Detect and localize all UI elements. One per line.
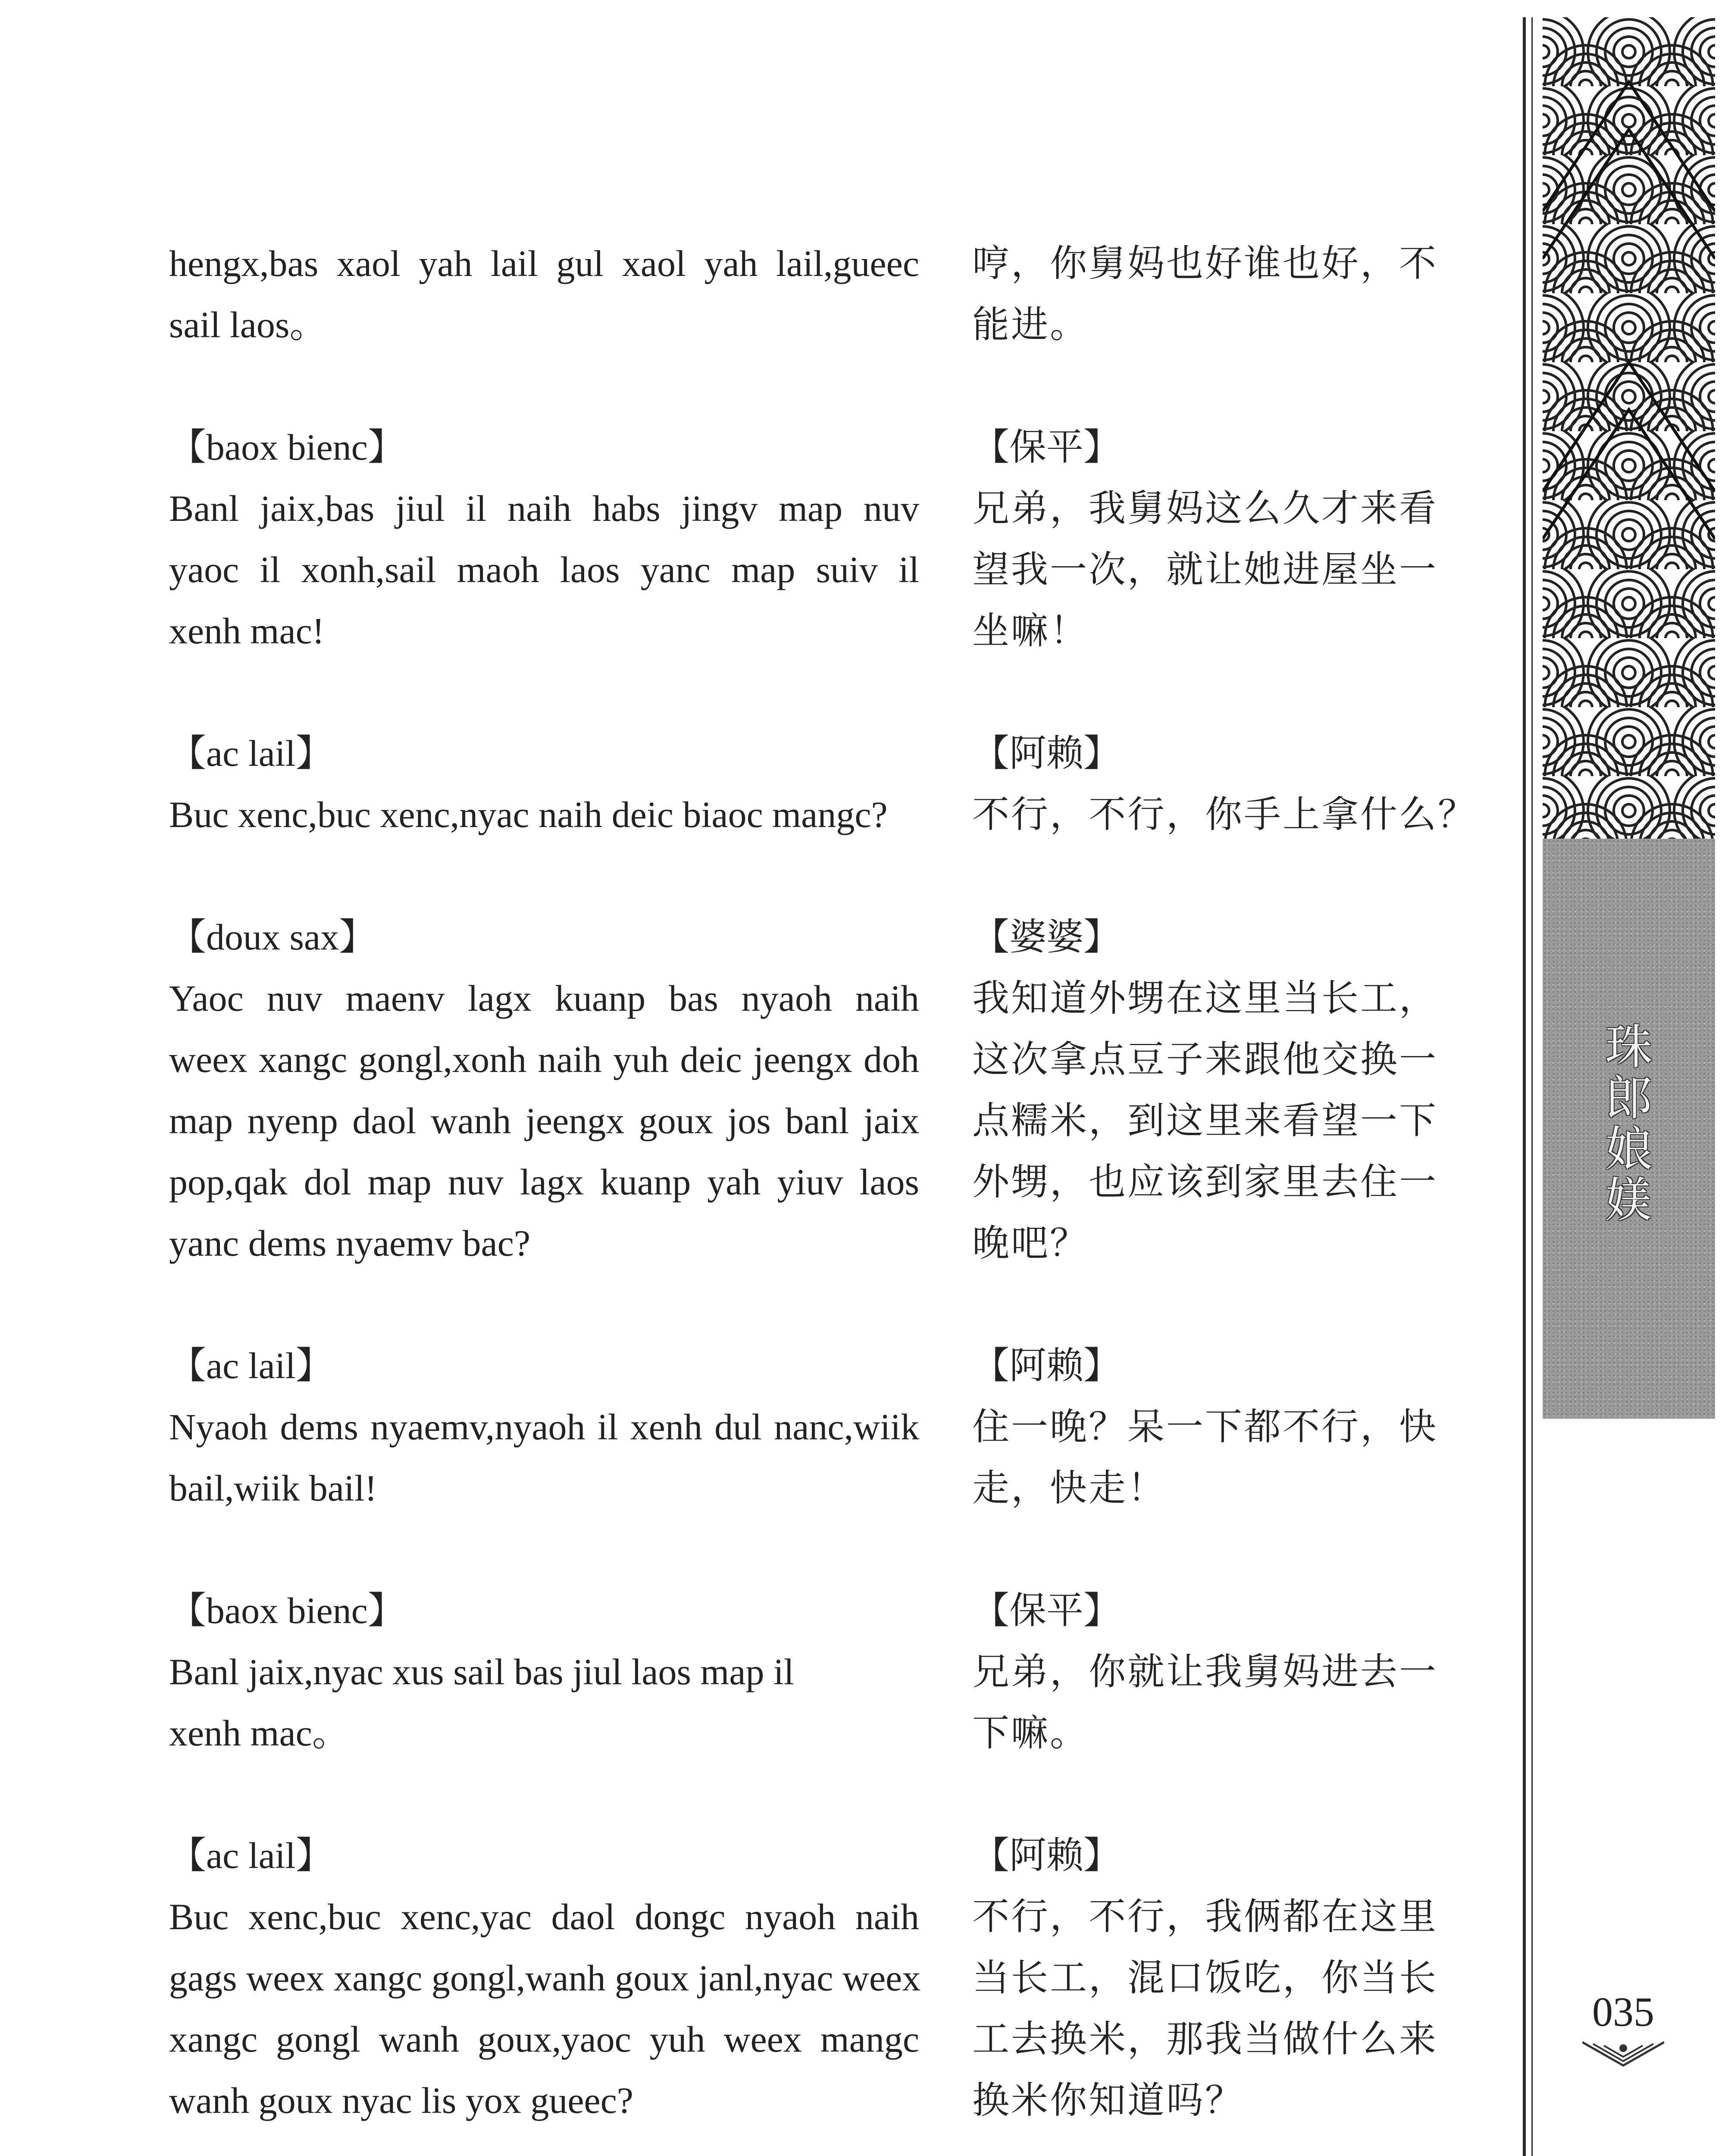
- page-number-ornament-icon: [1582, 2039, 1664, 2069]
- dong-text-line: weex xangc gongl,xonh naih yuh deic jeengx doh: [169, 1039, 919, 1080]
- page-number: 035: [1592, 1989, 1654, 2035]
- dong-text-line: Buc xenc,buc xenc,nyac naih deic biaoc mangc?: [169, 794, 888, 835]
- dialogue-entry: [972, 233, 1442, 355]
- dong-text-line: wanh goux nyac lis yox gueec?: [169, 2080, 634, 2121]
- dong-text-line: Banl jaix,bas jiul il naih habs jingv map nuv: [169, 488, 919, 529]
- speaker-label: 【保平】: [972, 1590, 1121, 1631]
- speaker-label: 【婆婆】: [972, 916, 1121, 958]
- dialogue-entry: [169, 1580, 919, 1764]
- chinese-text-line: 换米你知道吗？: [972, 2080, 1244, 2121]
- margin-rule: [1523, 17, 1526, 2156]
- speaker-label: 【阿赖】: [972, 733, 1121, 774]
- speaker-label: 【ac lail】: [169, 1345, 333, 1386]
- speaker-label: 【baox bienc】: [169, 426, 405, 468]
- chinese-text-line: 工去换米，那我当做什么来: [972, 2018, 1438, 2060]
- chinese-text-line: 不行，不行，我俩都在这里: [972, 1896, 1438, 1937]
- book-title-char: 媄: [1605, 1172, 1653, 1228]
- dialogue-entry: [169, 906, 919, 1274]
- dialogue-entry: [972, 906, 1442, 1274]
- chinese-text-line: 点糯米，到这里来看望一下: [972, 1100, 1438, 1141]
- dialogue-entry: [972, 1825, 1442, 2131]
- dialogue-entry: [972, 417, 1442, 661]
- side-band: [1543, 17, 1715, 1419]
- book-title-vertical: [1543, 1020, 1715, 1228]
- dong-text-line: xenh mac!: [169, 610, 325, 652]
- dong-text-line: pop,qak dol map nuv lagx kuanp yah yiuv laos: [169, 1161, 919, 1203]
- speaker-label: 【阿赖】: [972, 1835, 1121, 1876]
- speaker-label: 【ac lail】: [169, 1835, 333, 1876]
- speaker-label: 【baox bienc】: [169, 1590, 405, 1631]
- chinese-text-line: 晚吧？: [972, 1222, 1089, 1264]
- dialogue-entry: [169, 723, 919, 845]
- dialogue-entry: [972, 723, 1477, 845]
- dong-text-line: xangc gongl wanh goux,yaoc yuh weex mangc: [169, 2018, 919, 2060]
- book-title-char: 郎: [1605, 1071, 1653, 1126]
- chinese-text-line: 我知道外甥在这里当长工，: [972, 978, 1438, 1019]
- dong-text-line: Buc xenc,buc xenc,yac daol dongc nyaoh naih: [169, 1896, 919, 1937]
- dialogue-entry: [169, 233, 919, 355]
- wave-pattern-ornament: [1543, 17, 1715, 839]
- dong-text-line: map nyenp daol wanh jeengx goux jos banl jaix: [169, 1100, 919, 1141]
- dong-text-line: yanc dems nyaemv bac?: [169, 1222, 531, 1264]
- dialogue-entry: [169, 1335, 919, 1519]
- chinese-text-line: 兄弟，我舅妈这么久才来看: [972, 488, 1438, 529]
- chinese-text-line: 不行，不行，你手上拿什么？: [972, 794, 1477, 835]
- chinese-text-line: 外甥，也应该到家里去住一: [972, 1161, 1438, 1203]
- dong-text-line: xenh mac。: [169, 1712, 349, 1754]
- chinese-text-line: 当长工，混口饭吃，你当长: [972, 1957, 1438, 1999]
- speaker-label: 【ac lail】: [169, 733, 333, 774]
- chinese-text-line: 走，快走！: [972, 1467, 1166, 1509]
- dong-language-column: [169, 233, 919, 2131]
- dialogue-entry: [972, 1335, 1442, 1519]
- chinese-text-line: 望我一次，就让她进屋坐一: [972, 549, 1438, 590]
- book-title-char: 娘: [1605, 1122, 1653, 1177]
- dong-text-line: hengx,bas xaol yah lail gul xaol yah lail,gueec: [169, 243, 919, 284]
- dong-text-line: bail,wiik bail!: [169, 1467, 377, 1509]
- dong-text-line: gags weex xangc gongl,wanh goux janl,nyac weex: [169, 1957, 921, 1999]
- dong-text-line: sail laos。: [169, 304, 327, 345]
- dong-text-line: Banl jaix,nyac xus sail bas jiul laos map il: [169, 1651, 794, 1692]
- chinese-text-line: 这次拿点豆子来跟他交换一: [972, 1039, 1438, 1080]
- book-title-char: 珠: [1605, 1020, 1653, 1075]
- dialogue-entry: [169, 1825, 919, 2131]
- chinese-text-line: 坐嘛！: [972, 610, 1089, 652]
- chinese-text-line: 兄弟，你就让我舅妈进去一: [972, 1651, 1438, 1692]
- margin-rule: [1531, 17, 1533, 2156]
- chinese-text-line: 住一晚？呆一下都不行，快: [972, 1406, 1438, 1448]
- dong-text-line: yaoc il xonh,sail maoh laos yanc map suiv il: [169, 549, 919, 590]
- dong-text-line: Yaoc nuv maenv lagx kuanp bas nyaoh naih: [169, 978, 919, 1019]
- dialogue-entry: [972, 1580, 1442, 1764]
- chinese-text-line: 下嘛。: [972, 1712, 1089, 1754]
- speaker-label: 【保平】: [972, 426, 1121, 468]
- chinese-translation-column: [972, 233, 1477, 2131]
- speaker-label: 【阿赖】: [972, 1345, 1121, 1386]
- dong-text-line: Nyaoh dems nyaemv,nyaoh il xenh dul nanc,wiik: [169, 1406, 919, 1448]
- speaker-label: 【doux sax】: [169, 916, 376, 958]
- chinese-text-line: 能进。: [972, 304, 1089, 345]
- dialogue-entry: [169, 417, 919, 661]
- chinese-text-line: 哼，你舅妈也好谁也好，不: [972, 243, 1438, 284]
